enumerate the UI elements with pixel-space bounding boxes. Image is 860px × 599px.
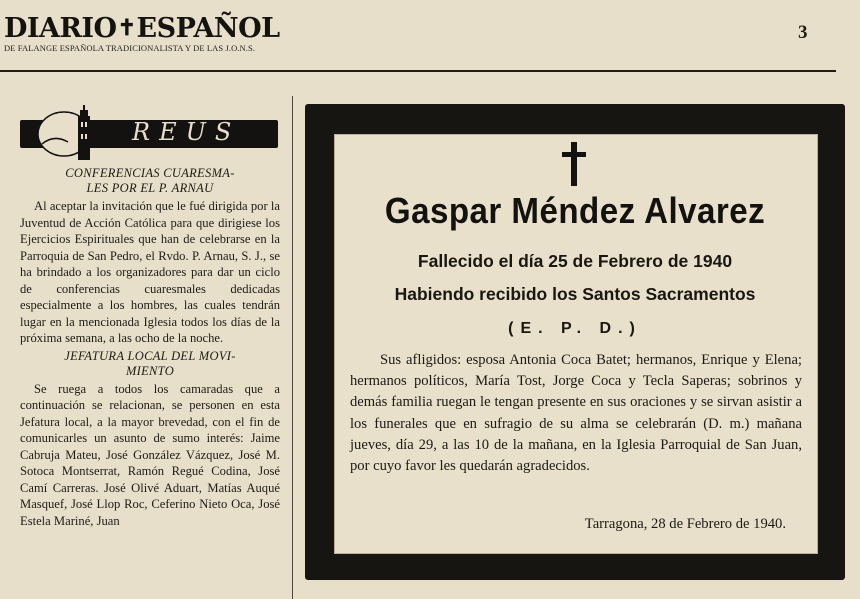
rip-initials: (E. P. D.) <box>508 320 642 337</box>
obituary-signature: Tarragona, 28 de Febrero de 1940. <box>584 516 786 532</box>
newspaper-title <box>4 14 304 43</box>
death-date: Fallecido el día 25 de Febrero de 1940 <box>417 251 733 271</box>
reus-title: REUS <box>132 118 241 146</box>
heading-line: LES POR EL P. ARNAU <box>86 181 214 195</box>
article-conferencias: Al aceptar la invitación que le fué dirigida por la Juventud de Acción Católica para que dirigiese los Ejercicios Espirituales que han de celebrarse en la Parroquia de San Pedro, el Rvdo. P. Arnau, S. J., se ha brindado a los organizadores para dar un ciclo de conferencias cuaresmales dedicadas especialmente a los hombres, las cuales tendrán lugar en la mencionada Iglesia todos los días de la próxima semana, a las ocho de la noche. <box>20 199 280 345</box>
title-right: ESPAÑOL <box>136 13 280 44</box>
masthead <box>4 14 304 53</box>
page-number: 3 <box>798 22 808 43</box>
deceased-name: Gaspar Méndez Alvarez <box>384 190 766 231</box>
section-heading-conferencias <box>20 166 280 196</box>
cross-icon: ✝ <box>117 15 136 41</box>
title-left: DIARIO <box>4 13 117 44</box>
latin-cross-icon <box>560 140 588 188</box>
reus-column <box>20 166 280 529</box>
section-heading-jefatura <box>20 349 280 379</box>
heading-line: CONFERENCIAS CUARESMA- <box>65 166 235 180</box>
bell-tower-icon <box>34 104 108 162</box>
column-divider <box>292 96 293 599</box>
newspaper-subtitle: DE FALANGE ESPAÑOLA TRADICIONALISTA Y DE LAS J.O.N.S. <box>4 43 256 53</box>
article-jefatura: Se ruega a todos los camaradas que a continuación se relacionan, se personen en esta Jefatura local, a la mayor brevedad, con el fin de comunicarles un asunto de sumo interés: Jaime Cabruja Mateu, José González Vázquez, José M. Sotoca Montserrat, Ramón Regué Codina, José Camí Carreras. José Olivé Aduart, Matías Auqué Masquef, José Llop Roc, Ceferino Nieto Oca, José Estela Mariné, Juan <box>20 381 280 528</box>
reus-section-header <box>20 102 278 154</box>
obituary-body: Sus afligidos: esposa Antonia Coca Batet; hermanos, Enrique y Elena; hermanos políticos, María Tost, Jorge Coca y Tecla Saperas; sobrinos y demás familia ruegan le tengan presente en sus oraciones y se sirvan asistir a los funerales que en sufragio de su alma se celebrarán (D. m.) mañana jueves, día 29, a las 10 de la mañana, en la Iglesia Parroquial de San Juan, por cuyo favor les quedarán agradecidos. <box>350 352 802 475</box>
heading-line: MIENTO <box>125 363 175 378</box>
sacraments-line: Habiendo recibido los Santos Sacramentos <box>394 284 756 304</box>
heading-line: JEFATURA LOCAL DEL MOVI- <box>64 348 236 363</box>
header-rule <box>0 70 836 72</box>
